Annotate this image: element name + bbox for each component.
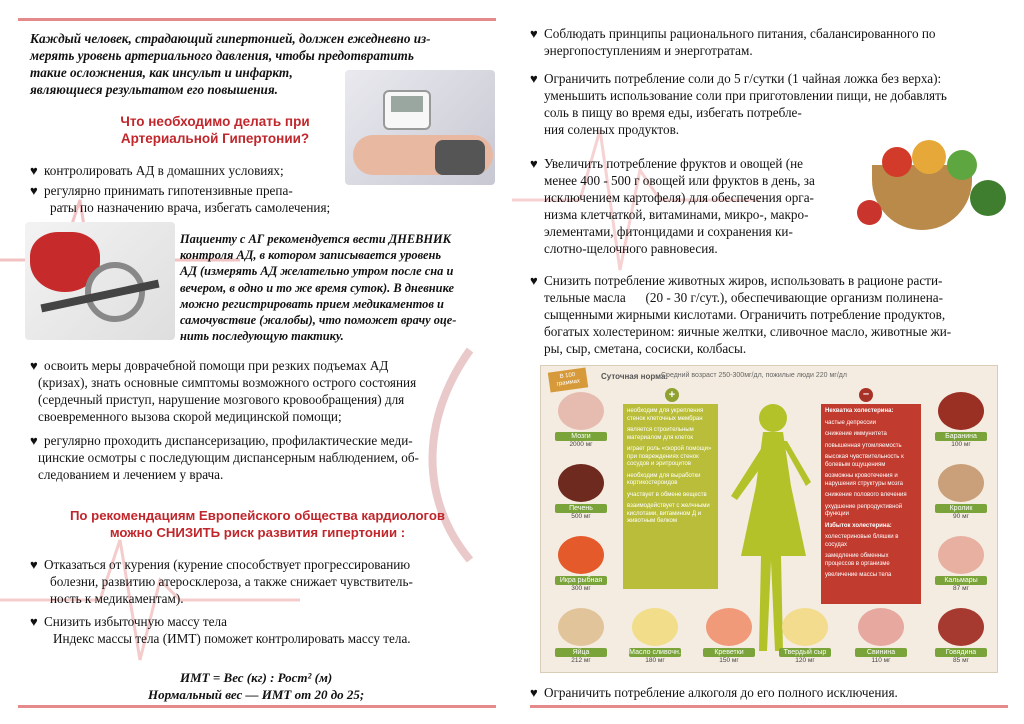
lack-item: повышенная утомляемость — [825, 442, 902, 449]
heart-icon: ♥ — [30, 183, 38, 198]
intro-line: мерять уровень артериального давления, чтобы предотвратить — [30, 48, 414, 63]
bullet-text: Ограничить потребление соли до 5 г/сутки (1 чайная ложка без верха): — [544, 71, 942, 86]
bullet-first-aid — [30, 357, 485, 425]
food-item: Печень 500 мг — [555, 464, 607, 520]
bullet-text: сыщенными жирными кислотами. Ограничить потребление продуктов, — [544, 307, 946, 322]
food-item: Яйца 212 мг — [555, 608, 607, 664]
bullet-text: Ограничить потребление алкоголя до его полного исключения. — [544, 685, 898, 700]
heart-icon: ♥ — [530, 685, 538, 700]
heart-icon: ♥ — [530, 156, 538, 171]
bullet-text: регулярно принимать гипотензивные препа- — [44, 183, 293, 198]
intro-line: являющиеся результатом его повышения. — [30, 82, 278, 97]
bullet-text: ния соленых продуктов. — [544, 122, 680, 137]
bullet-quit-smoking — [30, 556, 485, 607]
bullet-text: цинские осмотры с последующим диспансерным наблюдением, об- — [38, 450, 419, 465]
bullet-text: регулярно проходить диспансеризацию, профилактические меди- — [44, 433, 413, 448]
heading-line: можно СНИЗИТЬ риск развития гипертонии : — [109, 525, 406, 540]
heart-icon: ♥ — [30, 433, 38, 448]
bullet-control-bp — [30, 162, 360, 179]
bullet-text: болезни, развитию атеросклероза, а также снижает чувствитель- — [50, 574, 413, 589]
fruit-basket-photo — [852, 125, 1012, 235]
heading-what-to-do — [75, 113, 355, 147]
food-item: Масло сливочн. 180 мг — [629, 608, 681, 664]
heading-line: Артериальной Гипертонии? — [120, 131, 310, 146]
heart-icon: ♥ — [30, 358, 38, 373]
bullet-text: слотно-щелочного равновесия. — [544, 241, 718, 256]
bullet-text: богатых холестерином: яичные желтки, сливочное масло, животные жи- — [544, 324, 952, 339]
diary-line: самочувствие (жалобы), что поможет врачу оце- — [180, 313, 457, 328]
heading-reduce-risk — [30, 507, 485, 541]
lack-item: снижение полового влечения — [825, 492, 907, 498]
bullet-alcohol — [530, 684, 1010, 701]
heart-icon: ♥ — [30, 614, 38, 629]
lack-item: снижение иммунитета — [825, 431, 887, 437]
cholesterol-risks-box — [821, 404, 921, 604]
heart-icon: ♥ — [530, 273, 538, 288]
bullet-text: ность к медикаментам). — [50, 591, 184, 606]
bullet-text: Снизить потребление животных жиров, использовать в рационе расти- — [544, 273, 943, 288]
minus-circle-icon: – — [859, 388, 873, 402]
bullet-animal-fats — [530, 272, 1010, 357]
lack-item: ухудшение репродуктивной функции — [825, 503, 903, 517]
lack-item: частые депрессии — [825, 419, 876, 426]
diary-line: АД (измерять АД желательно утром после сна и — [180, 264, 454, 279]
bullet-text: соль в пищу во время еды, избегать потребле- — [544, 105, 802, 120]
bullet-text: Увеличить потребление фруктов и овощей (не — [544, 156, 804, 171]
diary-line: нить последующую тактику. — [180, 329, 344, 344]
heart-icon: ♥ — [530, 71, 538, 86]
blood-pressure-monitor-photo — [345, 70, 495, 185]
bullet-nutrition — [530, 25, 1010, 59]
food-item: Креветки 150 мг — [703, 608, 755, 664]
food-item: Свинина 110 мг — [855, 608, 907, 664]
bmi-formula: ИМТ = Вес (кг) : Рост² (м) — [180, 670, 333, 685]
lack-item: возможны кровотечения и нарушения структуры мозга — [825, 473, 903, 487]
bullet-text: следованием и лечением у врача. — [38, 467, 224, 482]
bullet-text: низма клетчаткой, витаминами, микро-, макро- — [544, 207, 809, 222]
heading-line: По рекомендациям Европейского общества кардиологов — [69, 508, 446, 523]
bullet-text: элементами, фитонцидами и сохранения ки- — [544, 224, 793, 239]
bullet-take-medication — [30, 182, 370, 216]
bullet-text: энергопоступлениям и энерготратам. — [544, 43, 753, 58]
excess-item: увеличение массы тела — [825, 572, 892, 578]
heart-icon: ♥ — [530, 26, 538, 41]
bullet-checkup — [30, 432, 485, 483]
heart-icon: ♥ — [30, 557, 38, 572]
food-item: Говядина 85 мг — [935, 608, 987, 664]
diary-text — [180, 231, 485, 344]
benefit-item: участвует в обмене веществ — [627, 491, 707, 498]
corner-ribbon: В 100 граммах — [548, 367, 588, 392]
plus-circle-icon: + — [665, 388, 679, 402]
benefit-item: необходим для укрепления стенок клеточных мембран — [627, 408, 704, 422]
bullet-text: (кризах), знать основные симптомы возможного острого состояния — [38, 375, 417, 390]
benefit-item: необходим для выработки кортикостероидов — [627, 472, 701, 486]
excess-title: Избыток холестерина: — [825, 522, 892, 529]
food-item: Баранина 100 мг — [935, 392, 987, 448]
cholesterol-benefits-box — [623, 404, 718, 589]
bullet-text: контролировать АД в домашних условиях; — [44, 163, 284, 178]
cholesterol-infographic — [540, 365, 998, 673]
bullet-text: ры, сыр, сметана, сосиски, колбасы. — [544, 341, 747, 356]
heart-stethoscope-photo — [25, 222, 175, 340]
bullet-text: освоить меры доврачебной помощи при резких подъемах АД — [44, 358, 389, 373]
bullet-text: Индекс массы тела (ИМТ) поможет контролировать массу тела. — [53, 631, 411, 646]
normal-weight-text: Нормальный вес — ИМТ от 20 до 25; — [148, 687, 365, 702]
bullet-text: менее 400 - 500 г овощей или фруктов в день, за — [544, 173, 815, 188]
intro-line: Каждый человек, страдающий гипертонией, должен ежедневно из- — [30, 31, 431, 46]
heart-icon: ♥ — [30, 163, 38, 178]
benefit-item: взаимодействует с желчными кислотами, витамином Д и животным белком — [627, 503, 710, 524]
bullet-text: (сердечный приступ, нарушение мозгового кровообращения) для — [38, 392, 405, 407]
bullet-text: исключением картофеля) для обеспечения орга- — [544, 190, 814, 205]
diary-line: вечером, в одно и то же время суток). В дневнике — [180, 280, 454, 295]
bullet-text: уменьшить использование соли при приготовлении пищи, не добавлять — [544, 88, 947, 103]
diary-line: Пациенту с АГ рекомендуется вести ДНЕВНИК — [180, 232, 452, 246]
benefit-item: играет роль «скорой помощи» при повреждениях стенок сосудов и эритроцитов — [627, 446, 712, 467]
infographic-subtitle: Средний возраст 250-300мг/дл, пожилые люди 220 мг/дл — [661, 372, 847, 379]
bullet-text: своевременного вызова скорой медицинской помощи; — [38, 409, 342, 424]
food-item: Мозги 2000 мг — [555, 392, 607, 448]
food-item: Кальмары 87 мг — [935, 536, 987, 592]
excess-item: замедление обменных процессов в организме — [825, 553, 890, 567]
lack-item: высокая чувствительность к болевым ощущениям — [825, 454, 904, 468]
bullet-reduce-weight — [30, 613, 485, 647]
heading-line: Что необходимо делать при — [120, 114, 310, 129]
lack-title: Нехватка холестерина: — [825, 408, 894, 414]
diary-line: контроля АД, в котором записывается уровень — [180, 248, 442, 263]
bullet-text: Снизить избыточную массу тела — [44, 614, 227, 629]
excess-item: холестериновые бляшки в сосудах — [825, 534, 899, 548]
bullet-text: тельные масла (20 - 30 г/сут.), обеспечивающие организм полинена- — [544, 290, 944, 305]
food-item: Икра рыбная 300 мг — [555, 536, 607, 592]
bullet-text: раты по назначению врача, избегать самолечения; — [50, 200, 331, 215]
bullet-text: Отказаться от курения (курение способствует прогрессированию — [44, 557, 411, 572]
intro-line: такие осложнения, как инсульт и инфаркт, — [30, 65, 293, 80]
bullet-text: Соблюдать принципы рационального питания, сбалансированного по — [544, 26, 936, 41]
infographic-title: Суточная норма: — [601, 372, 669, 381]
diary-line: можно регистрировать прием медикаментов и — [180, 296, 444, 311]
food-item: Твердый сыр 120 мг — [779, 608, 831, 664]
food-item: Кролик 90 мг — [935, 464, 987, 520]
benefit-item: является строительным материалом для клеток — [627, 427, 694, 441]
bullet-fruits — [530, 155, 855, 257]
